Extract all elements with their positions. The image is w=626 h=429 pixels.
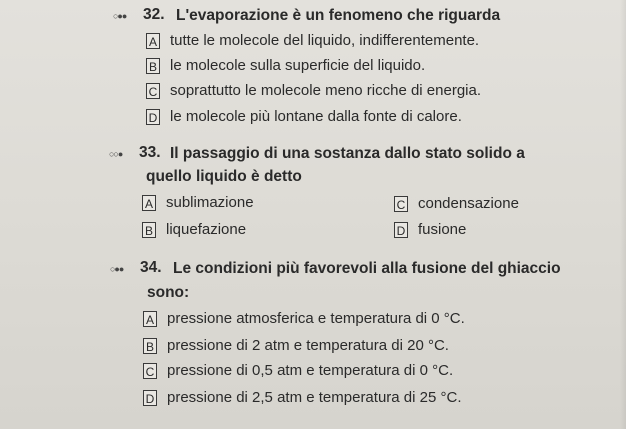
option-letter-box: B bbox=[142, 222, 156, 238]
option-text: le molecole più lontane dalla fonte di calore. bbox=[170, 108, 462, 125]
page-edge-shadow bbox=[620, 0, 626, 429]
answer-option-d[interactable] bbox=[394, 221, 466, 238]
option-letter-box: C bbox=[146, 83, 160, 99]
option-letter-box: B bbox=[146, 58, 160, 74]
question-number: 33. bbox=[139, 144, 161, 161]
option-letter-box: B bbox=[143, 338, 157, 354]
option-text: le molecole sulla superficie del liquido. bbox=[170, 57, 426, 74]
answer-option-c[interactable] bbox=[146, 82, 481, 99]
option-text: fusione bbox=[418, 221, 467, 238]
option-text: pressione atmosferica e temperatura di 0 °C. bbox=[167, 310, 465, 327]
option-text: pressione di 0,5 atm e temperatura di 0 °C. bbox=[167, 362, 454, 379]
difficulty-dots: ○○● bbox=[109, 149, 123, 159]
answer-option-a[interactable] bbox=[143, 310, 465, 327]
answer-option-d[interactable] bbox=[146, 108, 462, 125]
option-letter-box: C bbox=[143, 363, 157, 379]
difficulty-dots: ○●● bbox=[113, 11, 127, 21]
option-text: condensazione bbox=[418, 195, 519, 212]
question-text: L'evaporazione è un fenomeno che riguarda bbox=[176, 7, 501, 24]
option-letter-box: D bbox=[394, 222, 408, 238]
option-text: pressione di 2 atm e temperatura di 20 °C. bbox=[167, 337, 449, 354]
option-text: sublimazione bbox=[166, 194, 254, 211]
option-letter-box: D bbox=[143, 390, 157, 406]
option-letter-box: A bbox=[143, 311, 157, 327]
answer-option-c[interactable] bbox=[394, 195, 519, 212]
question-text-line-1: Il passaggio di una sostanza dallo stato solido a bbox=[170, 145, 525, 162]
option-text: soprattutto le molecole meno ricche di energia. bbox=[170, 82, 482, 99]
question-text-line-2: sono: bbox=[147, 284, 190, 301]
question-text-line-1: Le condizioni più favorevoli alla fusione del ghiaccio bbox=[173, 260, 561, 277]
answer-option-a[interactable] bbox=[142, 194, 254, 211]
difficulty-dots: ○●● bbox=[110, 264, 124, 274]
answer-option-a[interactable] bbox=[146, 32, 479, 49]
question-number: 32. bbox=[143, 6, 165, 23]
option-text: pressione di 2,5 atm e temperatura di 25 °C. bbox=[167, 389, 462, 406]
question-text-line-2: quello liquido è detto bbox=[146, 168, 302, 185]
answer-option-c[interactable] bbox=[143, 362, 453, 379]
answer-option-b[interactable] bbox=[143, 337, 449, 354]
question-number: 34. bbox=[140, 259, 162, 276]
option-letter-box: A bbox=[146, 33, 160, 49]
option-letter-box: D bbox=[146, 109, 160, 125]
answer-option-b[interactable] bbox=[146, 57, 425, 74]
answer-option-b[interactable] bbox=[142, 221, 246, 238]
answer-option-d[interactable] bbox=[143, 389, 462, 406]
option-text: liquefazione bbox=[166, 221, 247, 238]
option-letter-box: C bbox=[394, 196, 408, 212]
option-text: tutte le molecole del liquido, indifferentemente. bbox=[170, 32, 480, 49]
option-letter-box: A bbox=[142, 195, 156, 211]
